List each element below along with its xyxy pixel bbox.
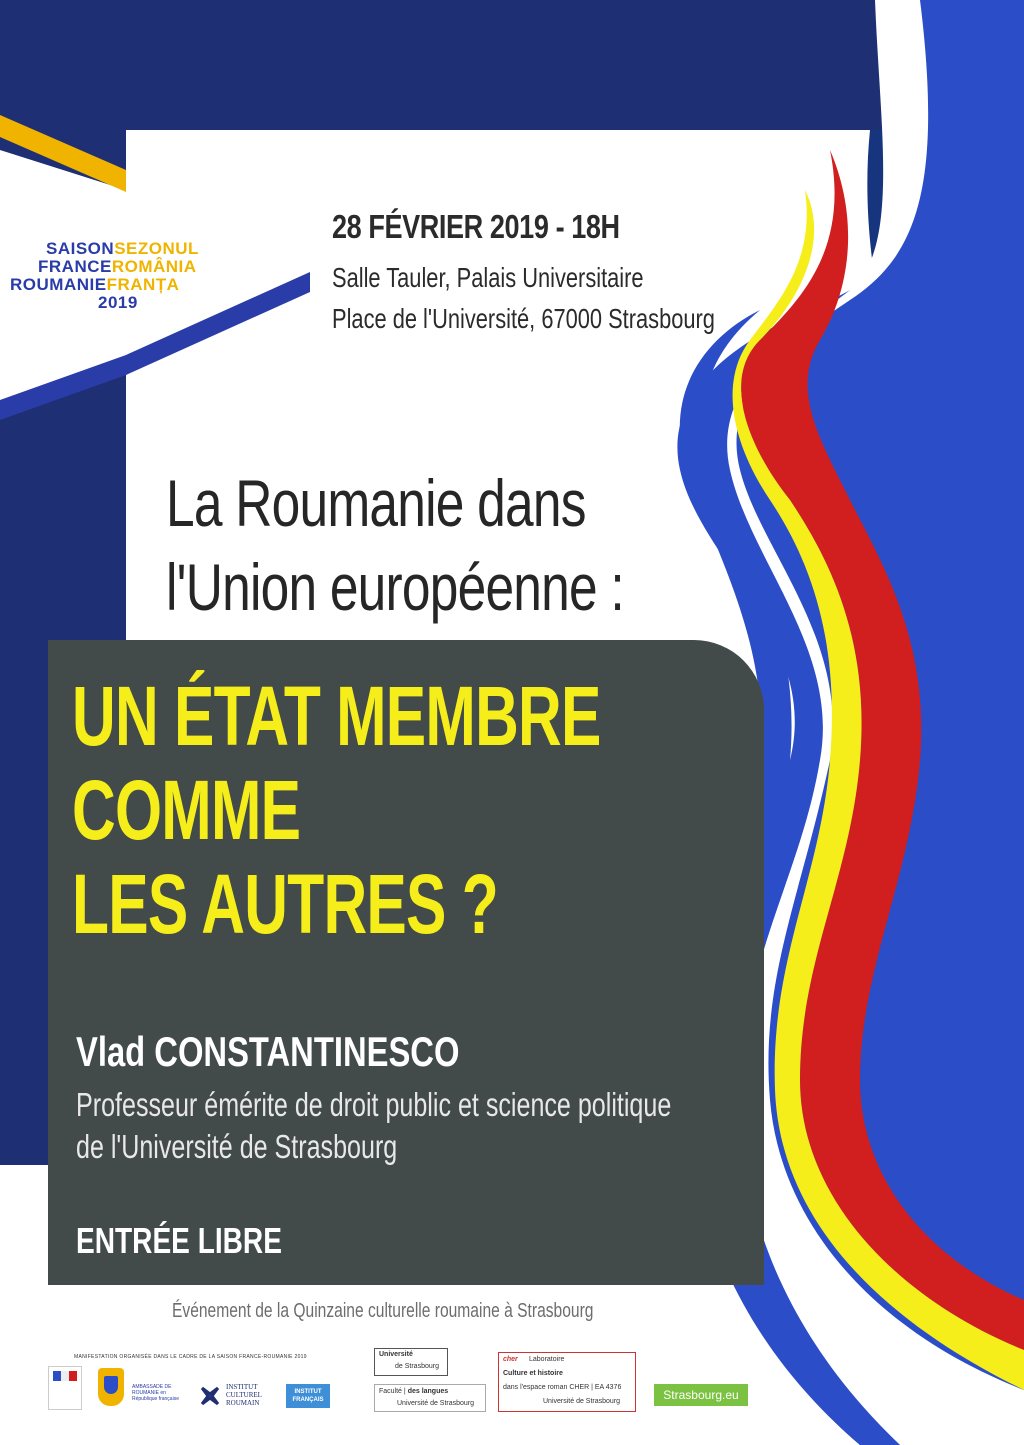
icr-logo-icon — [200, 1386, 220, 1406]
saison-logo-year: 2019 — [98, 293, 138, 312]
sponsors-note: MANIFESTATION ORGANISÉE DANS LE CADRE DE LA SAISON FRANCE-ROUMANIE 2019 — [74, 1354, 307, 1360]
entry-libre: ENTRÉE LIBRE — [76, 1220, 282, 1261]
saison-logo-line1: SAISONSEZONUL — [46, 239, 199, 258]
institut-francais-logo: INSTITUT FRANÇAIS — [286, 1384, 330, 1408]
headline-line3: LES AUTRES ? — [72, 857, 498, 951]
strasbourg-eu-logo: Strasbourg.eu — [654, 1384, 748, 1406]
venue-line1: Salle Tauler, Palais Universitaire — [332, 262, 644, 293]
romanian-coat-of-arms-icon — [98, 1368, 124, 1406]
saison-logo-line2: FRANCEROMÂNIA — [38, 257, 197, 276]
title-line1: La Roumanie dans — [166, 466, 586, 540]
cher-laboratoire-logo: cher Laboratoire Culture et histoire dans l'espace roman CHER | EA 4376 Université de Strasbourg — [498, 1352, 636, 1412]
republique-francaise-logo — [48, 1366, 82, 1410]
headline-line2: COMME — [72, 763, 301, 857]
speaker-name: Vlad CONSTANTINESCO — [76, 1028, 460, 1075]
event-date: 28 FÉVRIER 2019 - 18H — [332, 208, 620, 245]
footer-caption: Événement de la Quinzaine culturelle roumaine à Strasbourg — [172, 1300, 594, 1322]
saison-logo-line3: ROUMANIEFRANȚA — [10, 275, 180, 294]
speaker-role-line1: Professeur émérite de droit public et science politique — [76, 1086, 672, 1123]
headline-line1: UN ÉTAT MEMBRE — [72, 669, 601, 763]
ambassade-label: AMBASSADE DE ROUMANIE en République française — [132, 1384, 179, 1402]
icr-label: INSTITUT CULTUREL ROUMAIN — [226, 1383, 262, 1407]
navy-top-band — [0, 0, 1024, 130]
faculte-des-langues-logo: Faculté | des langues Université de Strasbourg — [374, 1384, 486, 1412]
unistra-logo: Université de Strasbourg — [374, 1348, 448, 1376]
speaker-role-line2: de l'Université de Strasbourg — [76, 1128, 398, 1165]
venue-line2: Place de l'Université, 67000 Strasbourg — [332, 303, 715, 334]
title-line2: l'Union européenne : — [166, 550, 624, 624]
